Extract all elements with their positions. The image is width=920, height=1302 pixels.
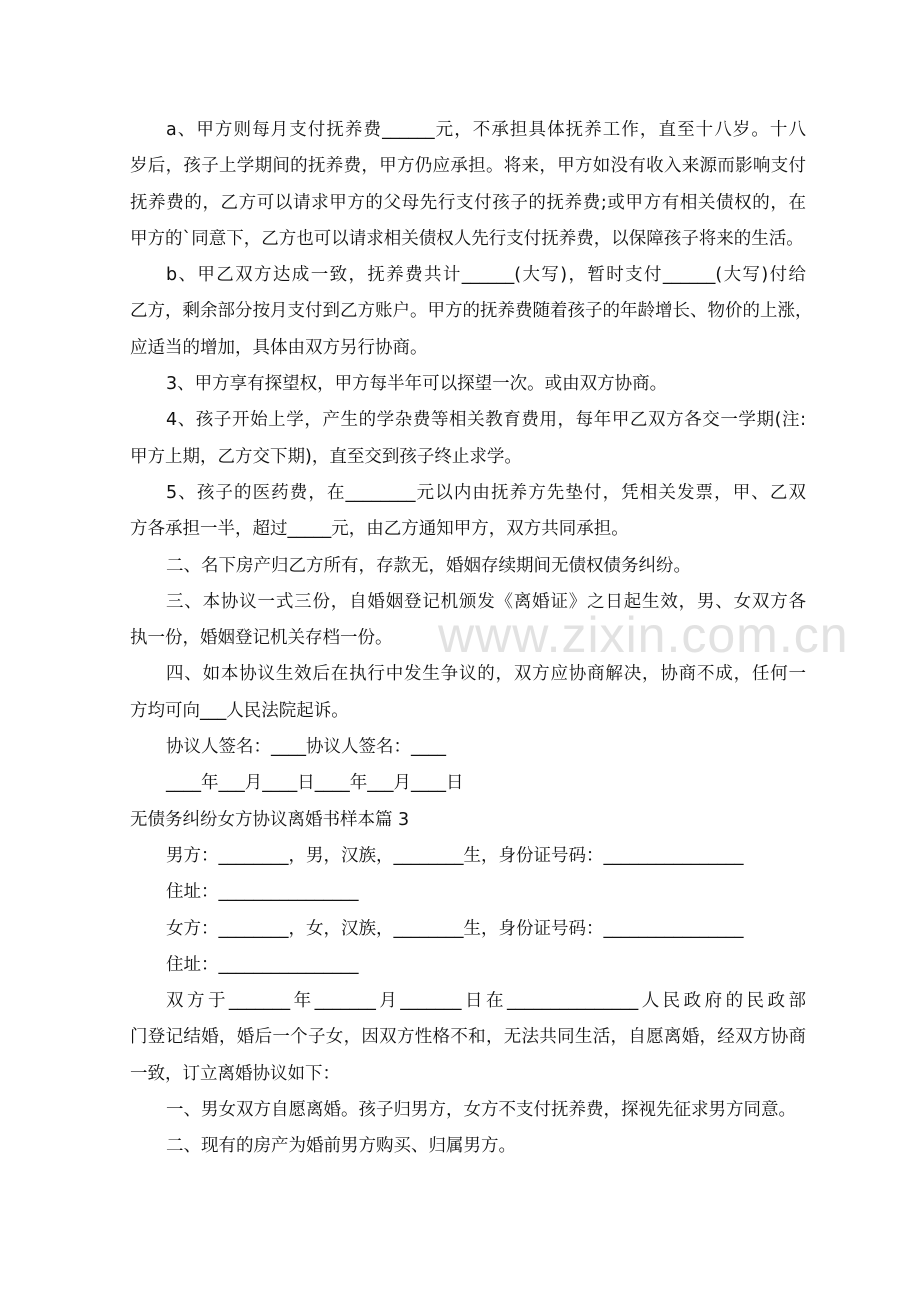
text-line: 女方：________，女，汉族，________生，身份证号码：________________ xyxy=(166,918,744,939)
paragraph xyxy=(130,402,806,475)
paragraph xyxy=(130,911,806,947)
text-line: 双方于_______年_______月_______日在_______________人民政府的民政部 xyxy=(166,991,806,1012)
text-line: 甲方的`同意下，乙方也可以请求相关债权人先行支付抚养费，以保障孩子将来的生活。 xyxy=(130,228,804,249)
text-line: 甲方上期，乙方交下期)，直至交到孩子终止求学。 xyxy=(130,446,522,467)
paragraph xyxy=(130,947,806,983)
paragraph xyxy=(130,838,806,874)
paragraph xyxy=(130,765,806,801)
text-line: ____年___月____日____年___月____日 xyxy=(166,773,464,794)
text-line: 四、如本协议生效后在执行中发生争议的，双方应协商解决，协商不成，任何一 xyxy=(166,664,806,685)
text-line: 住址：________________ xyxy=(166,954,359,975)
paragraph xyxy=(130,656,806,729)
paragraph xyxy=(130,874,806,910)
paragraph xyxy=(130,729,806,765)
text-line: 一、男女双方自愿离婚。孩子归男方，女方不支付抚养费，探视先征求男方同意。 xyxy=(166,1100,796,1121)
paragraph xyxy=(130,983,806,1092)
text-line: 抚养费的，乙方可以请求甲方的父母先行支付孩子的抚养费;或甲方有相关债权的，在 xyxy=(130,192,806,213)
paragraph xyxy=(130,366,806,402)
paragraph xyxy=(130,112,806,257)
text-line: b、甲乙双方达成一致，抚养费共计______(大写)，暂时支付______(大写)付给 xyxy=(166,265,806,286)
watermark: www.zixin.com.cn xyxy=(438,607,849,663)
text-line: 门登记结婚，婚后一个子女，因双方性格不和，无法共同生活，自愿离婚，经双方协商 xyxy=(130,1027,806,1048)
text-line: 应适当的增加，具体由双方另行协商。 xyxy=(130,337,428,358)
paragraph xyxy=(130,1128,806,1164)
text-line: 男方：________，男，汉族，________生，身份证号码：________________ xyxy=(166,845,744,866)
paragraph xyxy=(130,1092,806,1128)
text-line: 协议人签名：____协议人签名：____ xyxy=(166,737,446,758)
text-line: 方均可向___人民法院起诉。 xyxy=(130,700,349,721)
text-line: 方各承担一半，超过_____元，由乙方通知甲方，双方共同承担。 xyxy=(130,519,629,540)
text-line: 5、孩子的医药费，在________元以内由抚养方先垫付，凭相关发票，甲、乙双 xyxy=(166,482,806,503)
text-line: 三、本协议一式三份，自婚姻登记机颁发《离婚证》之日起生效，男、女双方各 xyxy=(166,591,806,612)
paragraph xyxy=(130,584,806,657)
text-line: 二、名下房产归乙方所有，存款无，婚姻存续期间无债权债务纠纷。 xyxy=(166,555,691,576)
text-line: 岁后，孩子上学期间的抚养费，甲方仍应承担。将来，甲方如没有收入来源而影响支付 xyxy=(130,156,806,177)
paragraph xyxy=(130,548,806,584)
text-line: 4、孩子开始上学，产生的学杂费等相关教育费用，每年甲乙双方各交一学期(注: xyxy=(166,410,806,431)
text-line: 二、现有的房产为婚前男方购买、归属男方。 xyxy=(166,1136,516,1157)
text-line: 无债务纠纷女方协议离婚书样本篇 3 xyxy=(130,809,410,830)
paragraph xyxy=(130,257,813,366)
text-line: 3、甲方享有探望权，甲方每半年可以探望一次。或由双方协商。 xyxy=(166,374,668,395)
text-line: 住址：________________ xyxy=(166,882,359,903)
document-body xyxy=(130,112,813,1165)
paragraph xyxy=(130,475,806,548)
text-line: a、甲方则每月支付抚养费______元，不承担具体抚养工作，直至十八岁。十八 xyxy=(166,120,806,140)
text-line: 一致，订立离婚协议如下： xyxy=(130,1063,340,1084)
section-title xyxy=(130,802,806,838)
text-line: 乙方，剩余部分按月支付到乙方账户。甲方的抚养费随着孩子的年龄增长、物价的上涨， xyxy=(130,301,813,322)
text-line: 执一份，婚姻登记机关存档一份。 xyxy=(130,628,393,649)
